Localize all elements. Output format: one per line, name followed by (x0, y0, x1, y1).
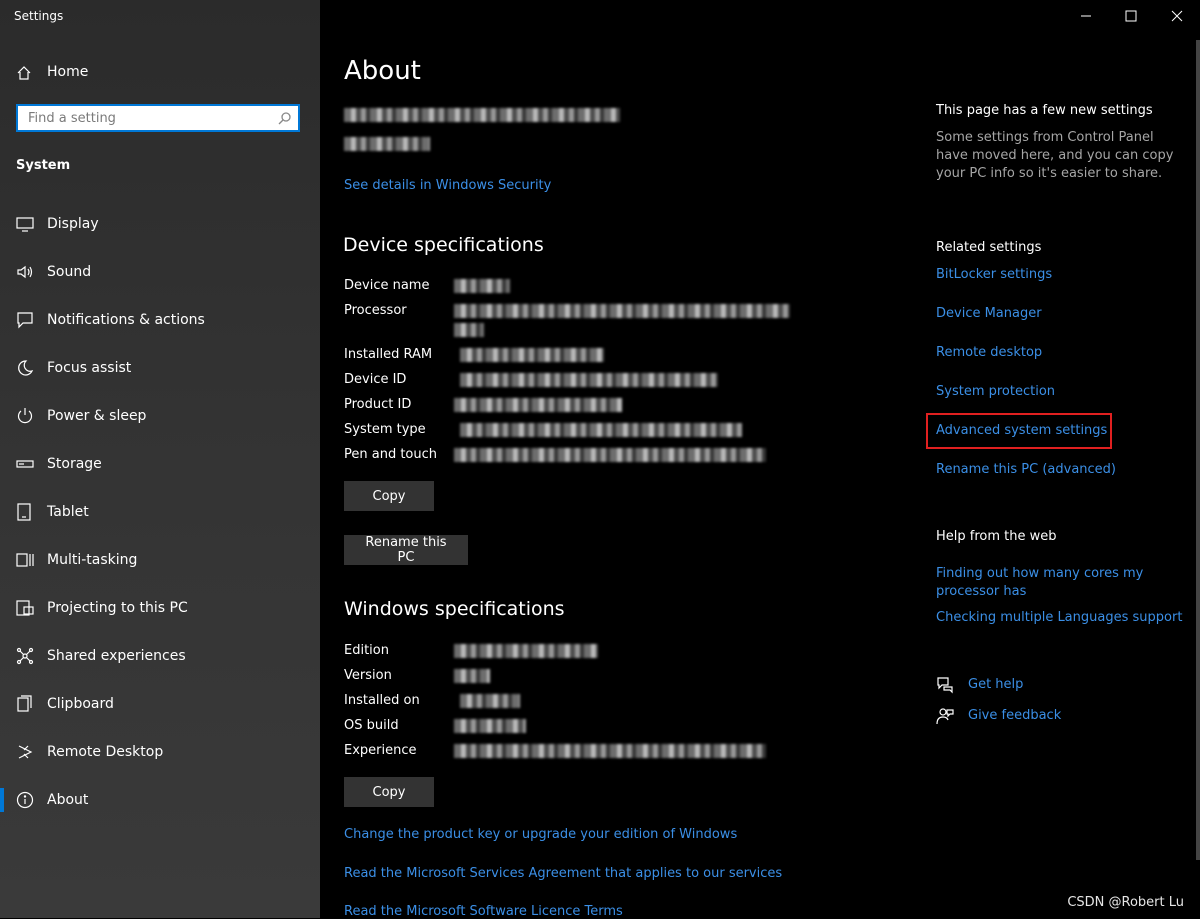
new-settings-heading: This page has a few new settings (936, 103, 1153, 118)
app-title: Settings (14, 9, 64, 23)
related-settings-heading: Related settings (936, 240, 1042, 255)
redacted-value (454, 744, 766, 758)
highlight-box (926, 413, 1112, 449)
projecting-icon (16, 599, 34, 617)
sidebar-item-label: About (47, 792, 89, 808)
languages-help-link[interactable]: Checking multiple Languages support (936, 610, 1183, 625)
tablet-icon (16, 503, 34, 521)
copy-device-specs-button[interactable]: Copy (344, 481, 434, 511)
sound-icon (16, 263, 34, 281)
advanced-system-settings-link[interactable]: Advanced system settings (936, 423, 1108, 438)
main-content (320, 0, 1200, 918)
info-icon (16, 791, 34, 809)
sidebar (0, 0, 320, 918)
new-settings-text: Some settings from Control Panel have moved here, and you can copy your PC info so it's easier to share. (936, 130, 1174, 181)
cores-help-link[interactable]: Finding out how many cores my processor has (936, 566, 1144, 599)
sidebar-item-shared-experiences[interactable] (0, 632, 320, 680)
redacted-value (460, 373, 718, 387)
sidebar-item-focus-assist[interactable] (0, 344, 320, 392)
sidebar-nav (0, 200, 320, 824)
sidebar-item-remote-desktop[interactable] (0, 728, 320, 776)
licence-terms-link[interactable]: Read the Microsoft Software Licence Terms (344, 904, 623, 919)
redacted-status-line (344, 137, 430, 151)
give-feedback-icon (936, 707, 954, 725)
get-help-icon (936, 676, 954, 694)
sidebar-item-label: Power & sleep (47, 408, 147, 424)
copy-windows-specs-button[interactable]: Copy (344, 777, 434, 807)
sidebar-item-label: Notifications & actions (47, 312, 205, 328)
sidebar-item-clipboard[interactable] (0, 680, 320, 728)
redacted-value (454, 323, 484, 337)
sidebar-item-tablet[interactable] (0, 488, 320, 536)
sidebar-item-label: Home (47, 64, 89, 80)
windows-specs-heading: Windows specifications (344, 598, 565, 620)
spec-label: Installed on (344, 693, 420, 708)
redacted-value (454, 279, 510, 293)
multitasking-icon (16, 551, 34, 569)
page-title: About (344, 56, 421, 86)
search-icon[interactable] (278, 111, 292, 125)
sidebar-item-about[interactable] (0, 776, 320, 824)
spec-label: OS build (344, 718, 399, 733)
sidebar-item-label: Shared experiences (47, 648, 186, 664)
notifications-icon (16, 311, 34, 329)
sidebar-item-label: Focus assist (47, 360, 132, 376)
system-protection-link[interactable]: System protection (936, 384, 1056, 399)
give-feedback-link[interactable]: Give feedback (968, 708, 1062, 723)
sidebar-item-label: Projecting to this PC (47, 600, 188, 616)
redacted-value (454, 304, 790, 318)
sidebar-item-sound[interactable] (0, 248, 320, 296)
storage-icon (16, 455, 34, 473)
scrollbar[interactable] (1196, 40, 1200, 860)
product-key-link[interactable]: Change the product key or upgrade your edition of Windows (344, 827, 738, 842)
sidebar-item-storage[interactable] (0, 440, 320, 488)
services-agreement-link[interactable]: Read the Microsoft Services Agreement that applies to our services (344, 866, 783, 881)
device-specs-heading: Device specifications (343, 234, 544, 256)
spec-label: Experience (344, 743, 417, 758)
power-icon (16, 407, 34, 425)
redacted-value (460, 423, 742, 437)
device-manager-link[interactable]: Device Manager (936, 306, 1042, 321)
home-icon (16, 65, 32, 81)
spec-label: Version (344, 668, 392, 683)
moon-icon (16, 359, 34, 377)
sidebar-item-label: Clipboard (47, 696, 114, 712)
search-input[interactable] (18, 106, 278, 130)
redacted-value (460, 694, 520, 708)
sidebar-item-label: Remote Desktop (47, 744, 164, 760)
spec-label: Processor (344, 303, 407, 318)
sidebar-item-home[interactable] (0, 60, 320, 86)
spec-label: Device name (344, 278, 430, 293)
shared-icon (16, 647, 34, 665)
redacted-value (460, 348, 604, 362)
sidebar-item-projecting[interactable] (0, 584, 320, 632)
display-icon (16, 215, 34, 233)
redacted-value (454, 719, 526, 733)
remote-desktop-icon (16, 743, 34, 761)
sidebar-item-display[interactable] (0, 200, 320, 248)
sidebar-item-label: Multi-tasking (47, 552, 138, 568)
redacted-value (454, 398, 622, 412)
watermark: CSDN @Robert Lu (1067, 895, 1184, 910)
sidebar-item-power[interactable] (0, 392, 320, 440)
windows-security-link[interactable]: See details in Windows Security (344, 178, 552, 193)
sidebar-item-label: Sound (47, 264, 92, 280)
sidebar-item-label: Tablet (47, 504, 89, 520)
redacted-status-line (344, 108, 620, 122)
spec-label: Edition (344, 643, 389, 658)
spec-label: System type (344, 422, 426, 437)
sidebar-item-label: Storage (47, 456, 102, 472)
rename-pc-button[interactable]: Rename this PC (344, 535, 468, 565)
get-help-link[interactable]: Get help (968, 677, 1024, 692)
help-from-web-heading: Help from the web (936, 529, 1057, 544)
sidebar-item-label: Display (47, 216, 99, 232)
search-box[interactable] (16, 104, 300, 132)
spec-label: Installed RAM (344, 347, 433, 362)
redacted-value (454, 448, 766, 462)
spec-label: Pen and touch (344, 447, 438, 462)
bitlocker-settings-link[interactable]: BitLocker settings (936, 267, 1053, 282)
redacted-value (454, 669, 490, 683)
rename-pc-advanced-link[interactable]: Rename this PC (advanced) (936, 462, 1117, 477)
redacted-value (454, 644, 598, 658)
section-label: System (16, 158, 71, 173)
spec-label: Device ID (344, 372, 407, 387)
spec-label: Product ID (344, 397, 412, 412)
sidebar-item-notifications[interactable] (0, 296, 320, 344)
sidebar-item-multitasking[interactable] (0, 536, 320, 584)
clipboard-icon (16, 695, 34, 713)
remote-desktop-link[interactable]: Remote desktop (936, 345, 1043, 360)
